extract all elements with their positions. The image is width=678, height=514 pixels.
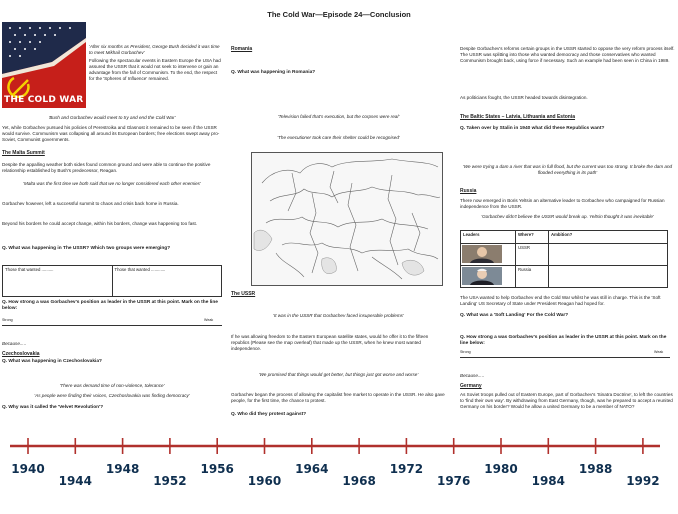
question-gorbachev-strength: Q. How strong a was Gorbachev's position as leader in the USSR at this point. Mark on the line below:	[2, 300, 218, 311]
question-czechoslovakia: Q. What was happening in Czechoslovakia?	[2, 359, 102, 364]
question-baltic: Q. Taken over by Stalin in 1940 what did these Republics want?	[460, 126, 605, 131]
leader-photo-cell	[461, 244, 516, 266]
romania-heading: Romania	[231, 46, 253, 52]
because-label-2: Because.....	[460, 373, 485, 378]
strength-line-2-left-label: Strong	[460, 350, 471, 354]
question-gorbachev-strength-2: Q. How strong a was Gorbachev's position as leader in the USSR at this point. Mark on the line below:	[460, 335, 667, 346]
leader-where-russia: Russia	[516, 266, 549, 288]
intro-text: Following the spectacular events in Eastern Europe the USA had assured the USSR that it would not seek to intervene or gain an advantage from the fall of Communism. To the end, the respect for the 'Spheres of Influence' remained.	[89, 58, 221, 81]
disintegration-text: As politicians fought, the USSR headed towards disintegration.	[460, 95, 588, 100]
malta-text: Despite the appalling weather both sides found common ground and were able to continue the positive relationship established by Bush's predecessor, Reagan.	[2, 162, 211, 173]
cold-war-logo	[2, 22, 86, 108]
question-ussr-groups: Q. What was happening in The USSR? Which two groups were emerging?	[2, 246, 171, 251]
question-velvet-revolution: Q. Why was it called the 'Velvet Revolution'?	[2, 405, 104, 410]
free-market-text: Gorbachev began the process of allowing the capitalist free market to operate in the USSR. He also gave people, for the first time, the chance to protest.	[231, 392, 445, 403]
intro-quote: 'After six months as President, George Bush decided it was time to meet Mikhail Gorbachev'	[89, 44, 220, 55]
europe-map-image	[252, 153, 442, 285]
czechoslovakia-heading: Czechoslovakia	[2, 351, 40, 357]
russia-text: There now emerged in Boris Yeltsin an alternative leader to Gorbachev who campaigned for Russian independence from the USSR.	[460, 198, 665, 209]
gorbachev-paragraph: Gorbachev however, left a successful summit to chaos and crisis back home in Russia.	[2, 201, 179, 206]
timeline-year-label: 1988	[578, 462, 613, 476]
czech-quote-1: 'There was demand time of non-violence, tolerance'	[59, 383, 165, 388]
timeline-year-label: 1964	[295, 462, 329, 476]
leader-ambition-russia[interactable]	[549, 266, 668, 288]
groups-table-header-2[interactable]: Those that wanted ............	[112, 266, 222, 297]
borders-paragraph: Beyond his borders he could accept change, within his borders, change was happening too fast.	[2, 221, 198, 226]
timeline-year-label: 1972	[389, 462, 424, 476]
logo-text: THE COLD WAR	[4, 95, 84, 105]
leaders-table-header-ambition: Ambition?	[549, 231, 668, 244]
yeltsin-photo	[462, 267, 502, 285]
leader-photo-cell	[461, 266, 516, 288]
groups-table	[2, 265, 222, 297]
bush-quote: 'Bush and Gorbachev would meet to try and end the Cold War'	[48, 115, 176, 120]
page-title: The Cold War—Episode 24—Conclusion	[267, 10, 411, 19]
reform-text: Despite Gorbachev's reforms certain groups in the USSR started to oppose the very reform process itself. The USSR was splitting into those who wanted democracy and those conservatives who wanted Communism brought back, using force if necessary. Such an example had been seen in China in 1989.	[460, 46, 675, 63]
ussr-text: If he was allowing freedom to the Eastern European satellite states, would he offer it to the fifteen republics (Please see the map overleaf) that made up the USSR, when he knew most wanted independence.	[231, 334, 429, 351]
leaders-table-row	[461, 244, 668, 266]
romania-quote-1: 'Television failed that's execution, but the corpses were real'	[277, 114, 400, 119]
soft-landing-text: The USA wanted to help Gorbachev end the Cold War whilst he was still in charge. This is the 'Soft Landing' US Secretary of State under President Reagan had hoped for.	[460, 295, 661, 306]
timeline-year-label: 1940	[11, 462, 45, 476]
leaders-table	[460, 230, 668, 288]
czech-quote-2: 'As people were finding their voices, Czechoslovakia was finding democracy'	[34, 393, 190, 398]
ussr-quote: 'It was in the USSR that Gorbachev faced insuperable problems'	[273, 313, 404, 318]
baltic-quote: 'We were trying a dam a river that was in full flood, but the current was too strong. It broke the dam and flooded everything in its path'	[462, 164, 673, 175]
timeline-year-label: 1984	[531, 474, 566, 488]
timeline-graphic	[0, 420, 678, 509]
timeline-year-label: 1944	[58, 474, 93, 488]
timeline	[0, 420, 678, 509]
gorbachev-photo	[462, 245, 502, 263]
strength-line-right-label: Weak	[204, 318, 214, 322]
timeline-year-label: 1980	[484, 462, 518, 476]
intro-paragraph: Yet, while Gorbachev pursued his policies of Perestroika and Glasnost it remained to be seen if the USSR would survive. Communism was collapsing all around its European borders; free elections swept away pro-Soviet, Communist governments.	[2, 125, 220, 142]
timeline-year-label: 1968	[342, 474, 376, 488]
europe-map	[251, 152, 443, 286]
strength-line[interactable]	[2, 325, 222, 326]
leaders-table-header-leaders: Leaders	[461, 231, 516, 244]
timeline-year-label: 1952	[153, 474, 187, 488]
question-protest: Q. Who did they protest against?	[231, 412, 307, 417]
ussr-heading: The USSR	[231, 291, 256, 297]
malta-heading: The Malta Summit	[2, 150, 45, 156]
leaders-table-row	[461, 266, 668, 288]
malta-quote: 'Malta was the first time we both said that we no longer considered each other enemies'	[23, 181, 201, 186]
timeline-year-label: 1948	[105, 462, 140, 476]
timeline-year-label: 1976	[436, 474, 471, 488]
leader-ambition-ussr[interactable]	[549, 244, 668, 266]
question-romania: Q. What was happening in Romania?	[231, 70, 316, 75]
russia-heading: Russia	[460, 188, 477, 194]
strength-line-2-right-label: Weak	[654, 350, 664, 354]
timeline-year-label: 1956	[200, 462, 234, 476]
groups-table-header-1[interactable]: Those that wanted ..........	[3, 266, 113, 297]
germany-heading: Germany	[460, 383, 482, 389]
strength-line-2[interactable]	[460, 357, 670, 358]
question-soft-landing: Q. What was a 'Soft Landing' For the Cold War?	[460, 313, 569, 318]
baltic-heading: The Baltic States – Latvia, Lithuania and Estonia	[460, 114, 576, 120]
timeline-year-label: 1992	[626, 474, 660, 488]
timeline-year-label: 1960	[247, 474, 282, 488]
romania-quote-2: 'The executioner took care their shelter could be recognised'	[277, 135, 400, 140]
strength-line-left-label: Strong	[2, 318, 13, 322]
because-label: Because.....	[2, 341, 27, 346]
russia-quote: 'Gorbachev didn't believe the USSR would break up. Yeltsin thought it was inevitable'	[481, 214, 654, 219]
germany-text: As Soviet troops pulled out of Eastern Europe, part of Gorbachev's 'Sinatra Doctrine', to left the countries to 'find their own way'. By withdrawing from East Germany, though, was he prepared to accept a reunited Germany on his border? Would he allow a united Germany to be a member of NATO?	[460, 392, 673, 409]
leader-where-ussr: USSR	[516, 244, 549, 266]
ussr-quote-2: 'We promised that things would get better, but things just got worse and worse'	[258, 372, 419, 377]
leaders-table-header-where: Where?	[516, 231, 549, 244]
